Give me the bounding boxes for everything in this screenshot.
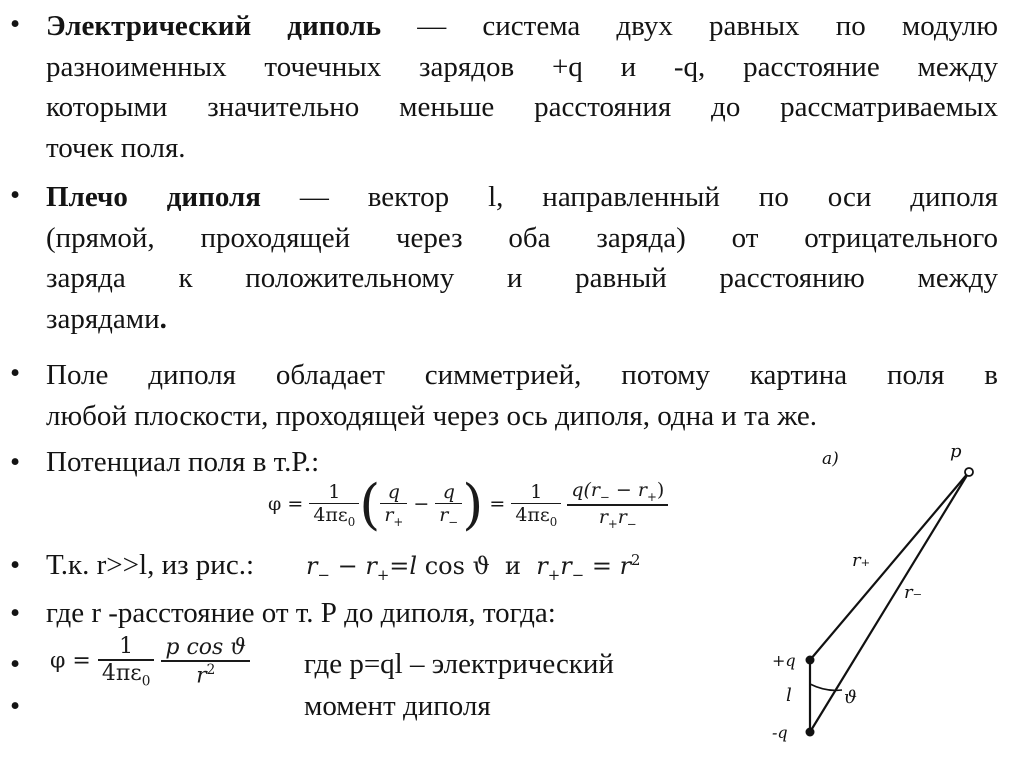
numerator: 1 [530, 480, 543, 503]
r-symbol: r [617, 505, 627, 528]
minus-sign: − [615, 479, 632, 502]
charge-plus [806, 656, 815, 665]
point-p [965, 468, 973, 476]
denominator [380, 504, 407, 529]
paragraph-dipole-arm [46, 177, 998, 339]
q-paren: q( [571, 479, 591, 502]
r-symbol: r [196, 662, 207, 688]
numerator: p cos ϑ [165, 635, 247, 661]
superscript: 2 [206, 661, 216, 678]
r-symbol: r [590, 479, 600, 502]
formula-dipole-potential [50, 634, 250, 689]
r-symbol: r [637, 479, 647, 502]
dipole-diagram [760, 432, 990, 762]
bullet-dot: • [10, 179, 21, 211]
denominator [309, 504, 359, 529]
subscript: − [317, 565, 330, 584]
numerator: q [442, 480, 455, 503]
text-line: (прямой, проходящей через оба заряда) от отрицательного [46, 221, 998, 254]
point-p-label: p [950, 441, 962, 462]
fraction [380, 481, 407, 529]
r-symbol: r [439, 504, 449, 527]
fraction [435, 481, 462, 529]
fraction [309, 481, 359, 529]
numerator: 1 [119, 634, 134, 659]
bullet-dot: • [10, 648, 21, 680]
dipole-moment-text-cont: момент диполя [304, 690, 491, 722]
text-line: разноименных точечных зарядов +q и -q, расстояние между [46, 50, 998, 83]
denominator [511, 504, 561, 529]
text-line: — вектор l, направленный по оси диполя [260, 181, 998, 213]
dipole-moment-text: где p=ql – электрический [304, 648, 614, 680]
fraction [98, 634, 155, 689]
fraction [567, 479, 668, 530]
term-electric-dipole: Электрический диполь [46, 10, 382, 42]
r-symbol: r [619, 552, 632, 580]
conjunction: и [505, 552, 521, 580]
left-paren: ( [359, 473, 381, 536]
l-label: l [786, 685, 792, 706]
equals-sign: = [72, 648, 91, 674]
subscript: 0 [141, 672, 151, 689]
subscript: − [599, 490, 610, 505]
numerator [567, 479, 668, 504]
r-symbol: r [560, 552, 572, 580]
line-r-minus [810, 472, 969, 732]
subscript: 0 [347, 515, 356, 530]
fraction [161, 635, 250, 688]
formula-potential [268, 473, 668, 536]
subscript: 0 [549, 515, 558, 530]
bullet-dot: • [10, 8, 21, 40]
text-line: Поле диполя обладает симметрией, потому картина поля в [46, 359, 998, 391]
minus-sign: − [413, 493, 430, 515]
charge-minus [806, 728, 815, 737]
text-line: заряда к положительному и равный расстоянию между [46, 262, 998, 294]
four-pi-epsilon: 4πε [101, 660, 142, 686]
minus-sign: − [337, 552, 358, 580]
l-symbol: l [409, 552, 418, 580]
text-line: — система двух равных по модулю [381, 10, 998, 42]
bullet-dot: • [10, 446, 21, 478]
r-symbol: r [365, 552, 377, 580]
text-line: зарядами [46, 302, 160, 335]
r-symbol: r [384, 504, 394, 527]
subscript: − [448, 515, 459, 530]
phi-symbol: φ [268, 493, 282, 515]
figure-label: а) [822, 449, 839, 469]
equals-sign: = [389, 552, 410, 580]
line-r-plus [810, 472, 969, 660]
minus-q-label: -q [772, 723, 788, 742]
period: . [159, 302, 167, 335]
text-line: которыми значительно меньше расстояния до рассматриваемых [46, 91, 998, 123]
subscript: − [626, 516, 637, 531]
text-line: любой плоскости, проходящей через ось диполя, одна и та же. [46, 399, 818, 432]
bullet-dot: • [10, 357, 21, 389]
numerator: 1 [328, 480, 341, 503]
distance-definition: где r -расстояние от т. Р до диполя, тогда: [46, 597, 556, 629]
subscript: − [571, 565, 585, 584]
denominator [435, 504, 462, 529]
phi-symbol: φ [50, 648, 66, 674]
r-minus-label: r₋ [904, 582, 923, 603]
subscript: + [607, 516, 618, 531]
paragraph-dipole-definition [46, 6, 998, 168]
subscript: + [547, 565, 561, 584]
approximation-intro: Т.к. r>>l, из рис.: [46, 549, 254, 581]
subscript: + [646, 490, 657, 505]
cos-theta: cos ϑ [424, 552, 490, 580]
subscript: + [393, 515, 404, 530]
r-plus-label: r₊ [852, 550, 871, 571]
bullet-dot: • [10, 690, 21, 722]
denominator [98, 661, 155, 689]
right-paren: ) [462, 473, 484, 536]
equals-sign: = [591, 552, 612, 580]
fraction [511, 481, 561, 529]
r-symbol: r [306, 552, 318, 580]
denominator [595, 506, 641, 531]
text-line: точек поля. [46, 131, 186, 164]
subscript: + [376, 565, 390, 584]
numerator: q [387, 480, 400, 503]
paragraph-symmetry [46, 355, 998, 436]
denominator [192, 662, 219, 688]
paren: ) [656, 479, 665, 502]
term-dipole-arm: Плечо диполя [46, 181, 261, 213]
equals-sign: = [489, 493, 506, 515]
four-pi-epsilon: 4πε [515, 504, 550, 527]
plus-q-label: +q [772, 651, 796, 670]
superscript: 2 [631, 551, 641, 569]
bullet-dot: • [10, 597, 21, 629]
potential-intro: Потенциал поля в т.Р.: [46, 446, 320, 478]
r-symbol: r [598, 505, 608, 528]
theta-label: ϑ [844, 687, 857, 708]
formula-approximation [306, 551, 641, 584]
equals-sign: = [287, 493, 304, 515]
r-symbol: r [536, 552, 548, 580]
four-pi-epsilon: 4πε [313, 504, 348, 527]
bullet-dot: • [10, 549, 21, 581]
